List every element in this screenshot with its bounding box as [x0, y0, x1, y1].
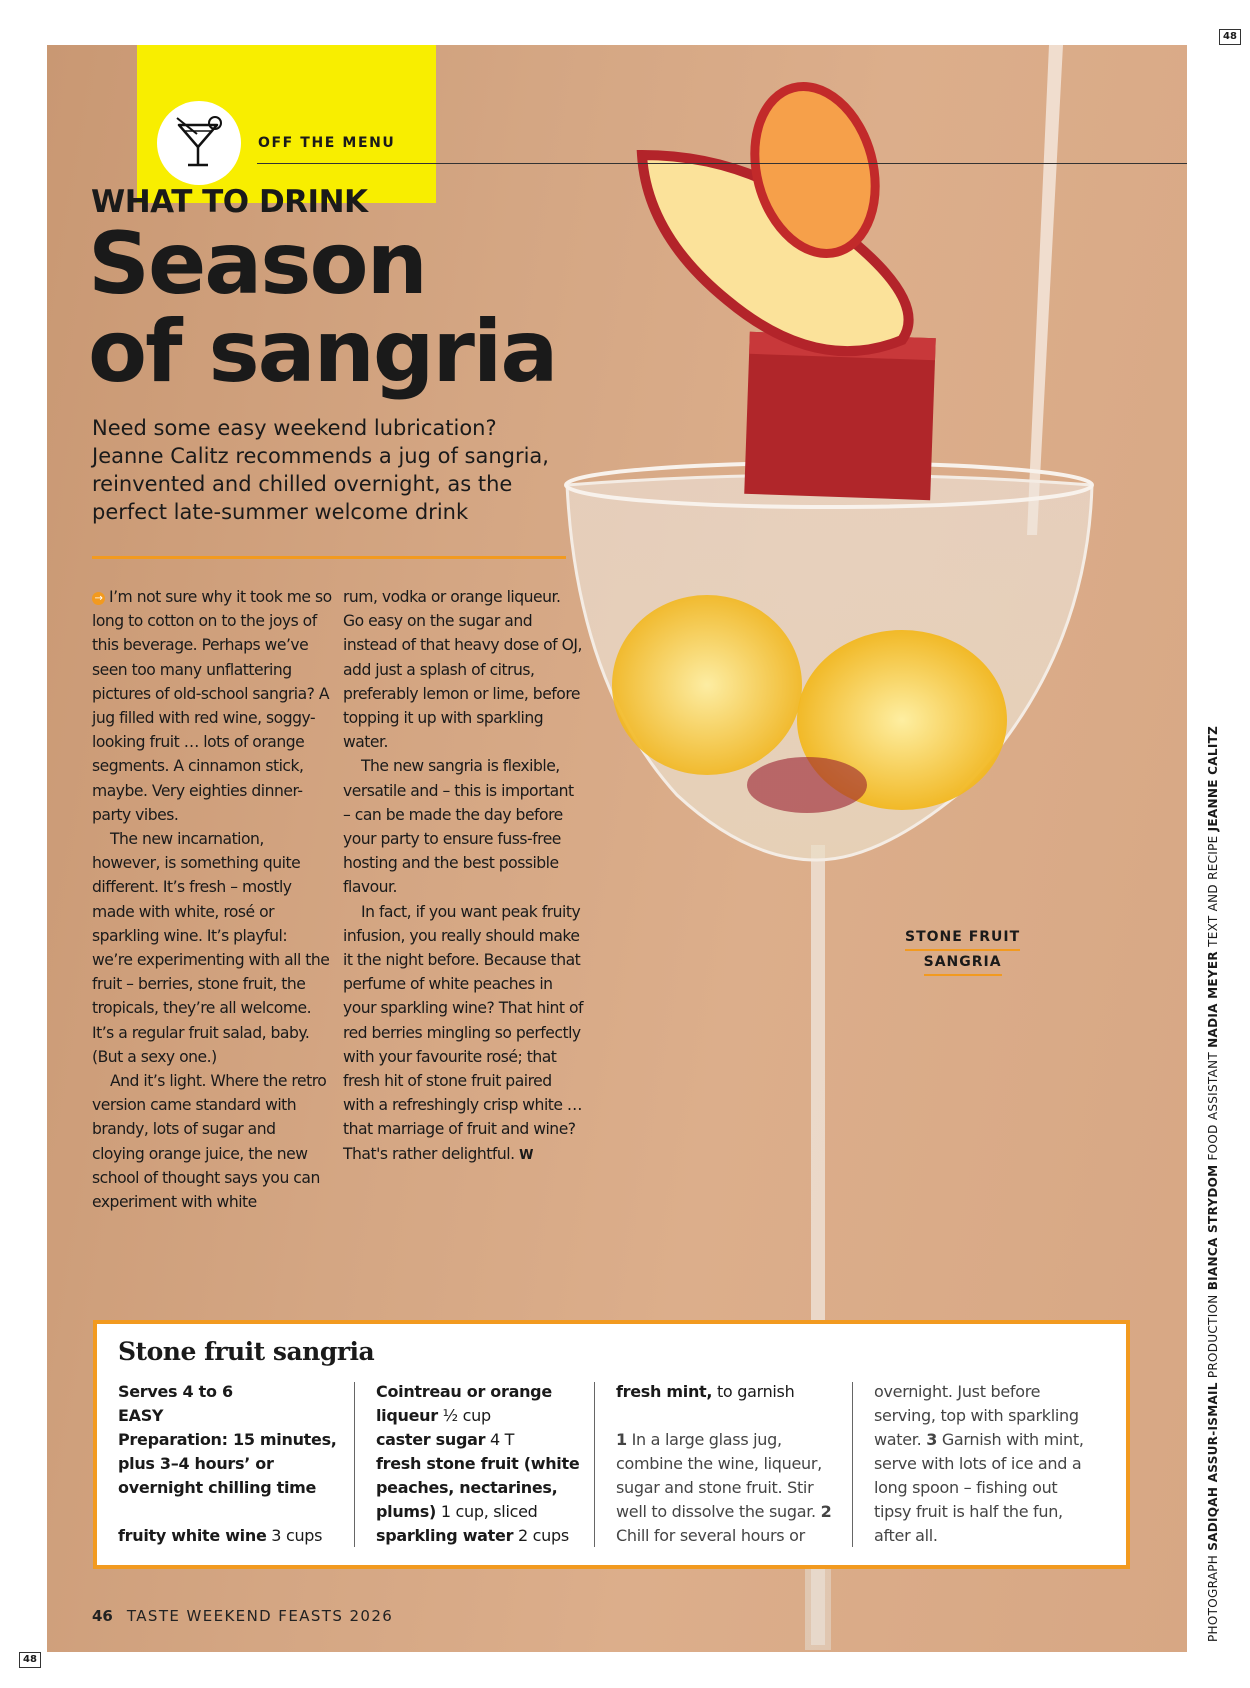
recipe-method-column-2	[874, 1380, 1089, 1548]
body-paragraph: And it’s light. Where the retro version came standard with brandy, lots of sugar and cloying orange juice, the new school of thought says you can experiment with white	[92, 1072, 327, 1212]
body-paragraph: rum, vodka or orange liqueur. Go easy on the sugar and instead of that heavy dose of OJ, add just a splash of citrus, preferably lemon or lime, before topping it up with sparkling water.	[343, 588, 582, 752]
method-text: 1 In a large glass jug, combine the wine, liqueur, sugar and stone fruit. Stir well to dissolve the sugar. 2 Chill for several hours or	[616, 1430, 832, 1545]
photo-caption	[905, 926, 1020, 976]
body-paragraph: In fact, if you want peak fruity infusion, you really should make it the night before. Because that perfume of white peaches in your sparkling wine? That hint of red berries mingling so perfectly with your favourite rosé; that fresh hit of stone fruit paired with a refreshingly crisp white … that marriage of fruit and wine? That's rather delightful. W	[343, 902, 583, 1163]
section-label: OFF THE MENU	[258, 135, 396, 151]
arrow-icon: →	[92, 592, 105, 605]
ingredient: fresh mint, to garnish	[616, 1382, 795, 1401]
recipe-ingredients-column	[376, 1380, 604, 1548]
section-tab	[137, 45, 436, 203]
end-mark: W	[519, 1147, 533, 1163]
section-rule	[257, 163, 1187, 164]
body-paragraph: The new sangria is flexible, versatile and – this is important – can be made the day before your party to ensure fuss-free hosting and the best possible flavour.	[343, 757, 574, 897]
ingredient: sparkling water 2 cups	[376, 1526, 569, 1545]
page-footer	[92, 1607, 393, 1625]
ingredient: fruity white wine 3 cups	[118, 1526, 323, 1545]
standfirst: Need some easy weekend lubrication? Jeanne Calitz recommends a jug of sangria, reinvented and chilled overnight, as the perfect late-summer welcome drink	[92, 416, 549, 524]
recipe-method-column	[616, 1380, 844, 1548]
headline	[88, 214, 688, 402]
body-paragraph: → I’m not sure why it took me so long to cotton on to the joys of this beverage. Perhaps we’ve seen too many unflattering pictures of old-school sangria? A jug filled with red wine, soggy-looking fruit … lots of orange segments. A cinnamon stick, maybe. Very eighties dinner-party vibes.	[92, 588, 332, 824]
recipe-serves: Serves 4 to 6	[118, 1382, 233, 1401]
body-column-1	[92, 585, 332, 1214]
column-divider	[354, 1382, 355, 1547]
photo-caption-line-1: STONE FRUIT	[905, 926, 1020, 951]
recipe-difficulty: EASY	[118, 1406, 164, 1425]
photo-credits: PHOTOGRAPH SADIQAH ASSUR-ISMAIL PRODUCTION BIANCA STRYDOM FOOD ASSISTANT NADIA MEYER TEXT AND RECIPE JEANNE CALITZ	[1206, 725, 1220, 1642]
column-divider	[852, 1382, 853, 1547]
photo-caption-line-2: SANGRIA	[924, 951, 1002, 976]
page-number: 46	[92, 1607, 113, 1625]
page-marker-top: 48	[1219, 29, 1241, 45]
ingredient: Cointreau or orange liqueur ½ cup	[376, 1382, 552, 1425]
recipe-info-column	[118, 1380, 346, 1548]
column-divider	[594, 1382, 595, 1547]
ingredient: caster sugar 4 T	[376, 1430, 515, 1449]
divider	[92, 556, 566, 559]
body-paragraph: The new incarnation, however, is something quite different. It’s fresh – mostly made with white, rosé or sparkling wine. It’s playful: we’re experimenting with all the fruit – berries, stone fruit, the tropicals, they’re all welcome. It’s a regular fruit salad, baby. (But a sexy one.)	[92, 830, 330, 1066]
headline-line-1: Season	[88, 214, 426, 314]
kicker: WHAT TO DRINK	[91, 184, 368, 220]
body-column-2	[343, 585, 583, 1168]
method-text: overnight. Just before serving, top with sparkling water. 3 Garnish with mint, serve with lots of ice and a long spoon – fishing out tipsy fruit is half the fun, after all.	[874, 1382, 1084, 1545]
ingredient: fresh stone fruit (white peaches, nectarines, plums) 1 cup, sliced	[376, 1454, 580, 1521]
recipe-box	[93, 1320, 1130, 1569]
publication-name: TASTE WEEKEND FEASTS 2026	[126, 1607, 394, 1625]
page-marker-bottom: 48	[19, 1652, 41, 1668]
recipe-preparation: Preparation: 15 minutes, plus 3–4 hours’ or overnight chilling time	[118, 1430, 337, 1497]
recipe-title: Stone fruit sangria	[118, 1337, 375, 1366]
headline-line-2: of sangria	[88, 302, 557, 402]
cocktail-glass-icon	[157, 101, 241, 185]
